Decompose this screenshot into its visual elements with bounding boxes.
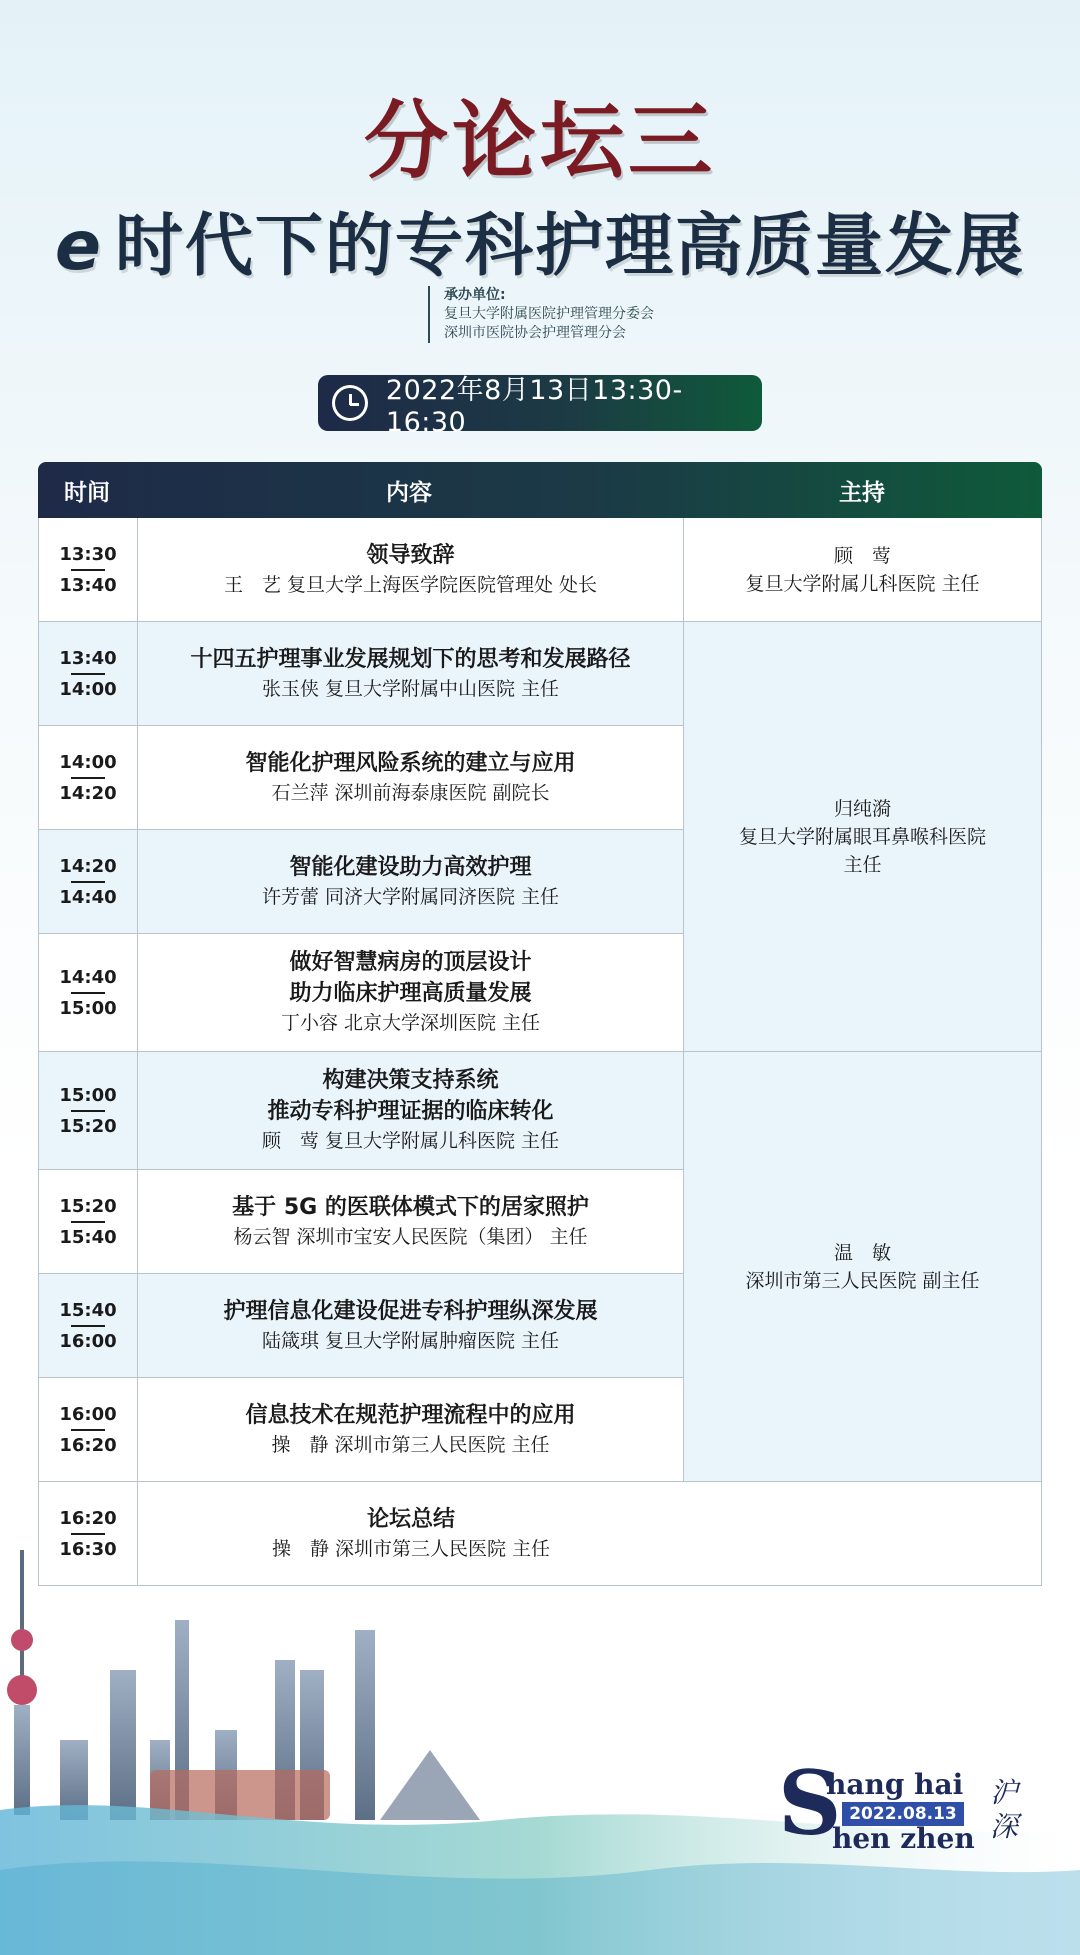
header-time: 时间 (64, 479, 110, 506)
time-start: 16:20 (59, 1507, 117, 1529)
content-cell (138, 934, 683, 1051)
time-end: 15:20 (59, 1115, 117, 1137)
session-title: 基于 5G 的医联体模式下的居家照护 (232, 1194, 589, 1220)
session-title: 智能化护理风险系统的建立与应用 (245, 750, 576, 776)
content-cell (138, 622, 683, 725)
session-speaker: 张玉侠 复旦大学附属中山医院 主任 (261, 677, 560, 700)
table-row (38, 1052, 684, 1170)
table-row (38, 1274, 684, 1378)
session-speaker: 王 艺 复旦大学上海医学院医院管理处 处长 (223, 573, 598, 596)
time-end: 15:40 (59, 1226, 117, 1248)
host-cell (684, 622, 1042, 1052)
content-cell (138, 1052, 683, 1169)
content-cell (138, 1170, 683, 1273)
title-line1: 分论坛三 (363, 92, 716, 190)
host-name: 归纯漪 (833, 797, 891, 820)
brand-shanghai: hang hai (826, 1768, 964, 1801)
organizer-1: 复旦大学附属医院护理管理分委会 (444, 306, 654, 322)
header-host: 主持 (839, 479, 885, 506)
session-title-2: 推动专科护理证据的临床转化 (267, 1099, 554, 1124)
brand-calligraphy: 沪深 (990, 1776, 1019, 1843)
organizer-label: 承办单位: (444, 287, 506, 303)
time-cell (39, 1274, 138, 1377)
time-end: 16:20 (59, 1434, 117, 1456)
time-start: 15:40 (59, 1299, 117, 1321)
time-start: 15:00 (59, 1084, 117, 1106)
clock-icon (332, 385, 368, 421)
time-cell (39, 1378, 138, 1481)
table-row (38, 1378, 684, 1482)
table-body (38, 518, 1042, 1640)
time-start: 15:20 (59, 1195, 117, 1217)
session-speaker: 操 静 深圳市第三人民医院 主任 (271, 1433, 550, 1456)
session-title: 护理信息化建设促进专科护理纵深发展 (223, 1298, 598, 1324)
time-start: 13:30 (59, 543, 117, 565)
time-end: 14:40 (59, 886, 117, 908)
organizer-2: 深圳市医院协会护理管理分会 (444, 325, 626, 341)
session-speaker: 杨云智 深圳市宝安人民医院（集团） 主任 (233, 1225, 588, 1248)
time-start: 14:40 (59, 966, 117, 988)
brand-date: 2022.08.13 (842, 1802, 964, 1826)
host-name: 温 敏 (833, 1241, 891, 1264)
header-content: 内容 (386, 479, 432, 506)
time-start: 14:00 (59, 751, 117, 773)
content-cell (138, 518, 683, 621)
host-cell (684, 1052, 1042, 1482)
time-end: 16:00 (59, 1330, 117, 1352)
time-start: 13:40 (59, 647, 117, 669)
table-row (38, 726, 684, 830)
brand-shenzhen: hen zhen (832, 1822, 975, 1855)
table-row (38, 518, 684, 622)
session-speaker: 顾 莺 复旦大学附属儿科医院 主任 (261, 1130, 560, 1152)
session-title: 论坛总结 (366, 1506, 455, 1532)
session-title: 构建决策支持系统 (322, 1068, 499, 1093)
time-cell (39, 830, 138, 933)
schedule-table (38, 462, 1042, 1640)
time-cell (39, 1170, 138, 1273)
host-affiliation: 复旦大学附属儿科医院 主任 (745, 572, 980, 595)
table-row (38, 830, 684, 934)
session-title: 做好智慧病房的顶层设计 (289, 950, 532, 975)
brand-logo (778, 1751, 1019, 1856)
time-start: 16:00 (59, 1403, 117, 1425)
date-banner (318, 375, 762, 438)
title-e: e (54, 207, 104, 286)
time-start: 14:20 (59, 855, 117, 877)
session-title: 信息技术在规范护理流程中的应用 (245, 1402, 576, 1428)
session-title: 十四五护理事业发展规划下的思考和发展路径 (190, 646, 631, 672)
time-cell (39, 1052, 138, 1169)
time-cell (39, 726, 138, 829)
content-cell (138, 1378, 683, 1481)
title-line2 (0, 192, 1080, 289)
table-row (38, 934, 684, 1052)
time-end: 14:20 (59, 782, 117, 804)
content-cell (138, 1274, 683, 1377)
session-speaker: 丁小容 北京大学深圳医院 主任 (280, 1012, 541, 1034)
city-skyline-illustration (0, 1540, 1080, 1955)
host-affiliation: 深圳市第三人民医院 副主任 (745, 1269, 980, 1292)
content-cell (138, 830, 683, 933)
table-row (38, 622, 684, 726)
host-cell (684, 518, 1042, 622)
time-end: 15:00 (59, 997, 117, 1019)
time-end: 14:00 (59, 678, 117, 700)
host-name: 顾 莺 (833, 544, 891, 567)
session-speaker: 操 静 深圳市第三人民医院 主任 (271, 1537, 551, 1560)
brand-s: S (778, 1751, 842, 1855)
host-affiliation: 复旦大学附属眼耳鼻喉科医院 (738, 825, 986, 848)
table-row (38, 1170, 684, 1274)
session-title: 领导致辞 (366, 542, 455, 568)
time-cell (39, 622, 138, 725)
organizer-block (428, 286, 654, 343)
table-header (38, 462, 1042, 518)
session-speaker: 石兰萍 深圳前海泰康医院 副院长 (271, 781, 550, 804)
session-speaker: 许芳蕾 同济大学附属同济医院 主任 (261, 885, 560, 908)
time-cell (39, 518, 138, 621)
session-speaker: 陆箴琪 复旦大学附属肿瘤医院 主任 (261, 1329, 560, 1352)
session-title: 智能化建设助力高效护理 (289, 854, 532, 880)
time-cell (39, 934, 138, 1051)
session-title-2: 助力临床护理高质量发展 (289, 981, 532, 1006)
host-title: 主任 (843, 853, 882, 876)
date-text: 2022年8月13日13:30-16:30 (385, 375, 683, 438)
time-end: 13:40 (59, 574, 117, 596)
time-end: 16:30 (59, 1538, 117, 1560)
content-cell (138, 726, 683, 829)
title-line2-text: 时代下的专科护理高质量发展 (115, 207, 1026, 286)
